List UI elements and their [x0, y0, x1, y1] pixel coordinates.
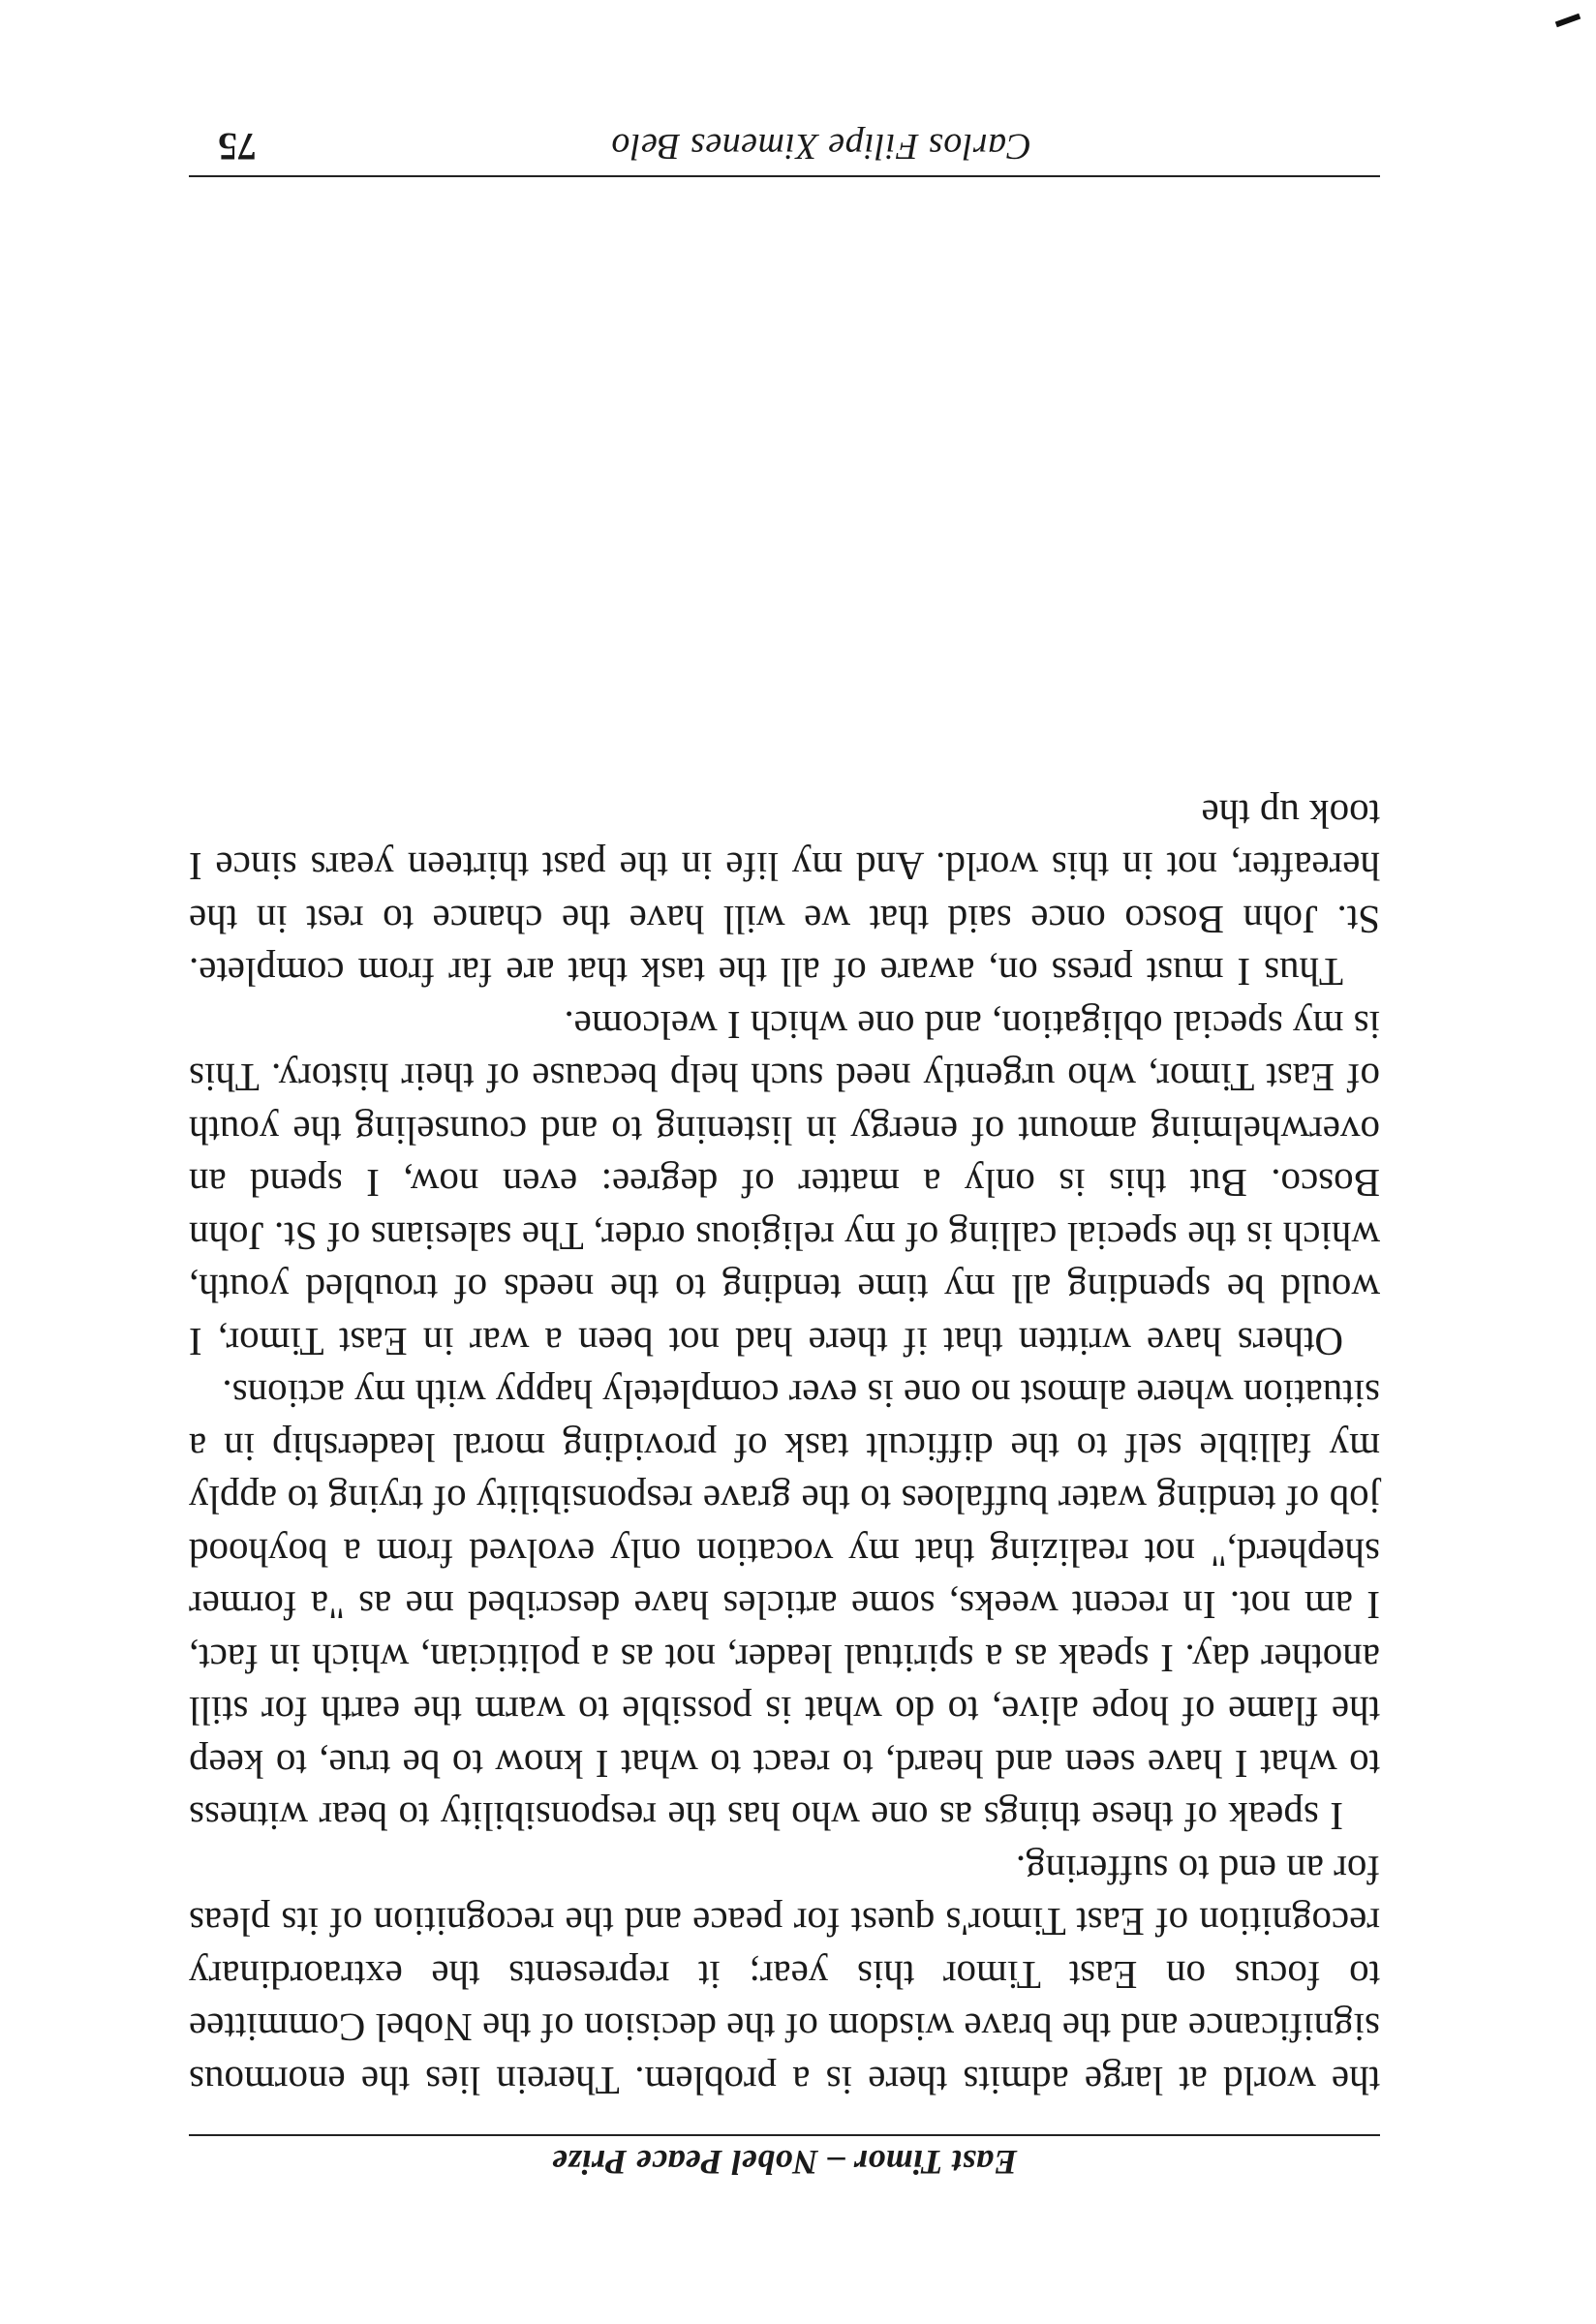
paragraph-4: Thus I must press on, aware of all the task that are far from complete. St. John Bosco once said that we will have the chance to rest in the hereafter, not in this world. And my life in the past thirteen years since I took up the — [189, 792, 1380, 995]
body-text — [189, 788, 1380, 2108]
paragraph-3: Others have written that if there had not been a war in East Timor, I would be spending all my time tending to the needs of troubled youth, which is the special calling of my religious order, The salesians of St. John Bosco. But this is only a matter of degree: even now, I spend an overwhelming amount of energy in listening to and counseling the youth of East Timor, who urgently need such help because of their history. This is my special obligation, and one which I welcome. — [189, 1003, 1380, 1364]
running-title: East Timor – Nobel Peace Prize — [551, 2143, 1018, 2182]
corner-mark — [1555, 14, 1581, 28]
paragraph-2: I speak of these things as one who has the responsibility to bear witness to what I have seen and heard, to react to what I know to be true, to keep the flame of hope alive, to do what is possible to warm the earth for still another day. I speak as a spiritual leader, not as a politician, which in fact, I am not. In recent weeks, some articles have described me as "a former shepherd," not realizing that my vocation only evolved from a boyhood job of tending water buffaloes to the grave responsibility of trying to apply my fallible self to the difficult task of providing moral leadership in a situation where almost no one is ever completely happy with my actions. — [189, 1372, 1380, 1840]
paragraph-1: the world at large admits there is a problem. Therein lies the enormous significance and the brave wisdom of the decision of the Nobel Committee to focus on East Timor this year; it represents the extraordinary recognition of East Timor's quest for peace and the recognition of its pleas for an end to suffering. — [189, 1848, 1380, 2103]
running-head — [189, 2134, 1380, 2188]
author-name: Carlos Filipe Ximenes Belo — [610, 126, 1031, 167]
page-number: 75 — [218, 125, 257, 168]
running-foot — [189, 123, 1380, 177]
